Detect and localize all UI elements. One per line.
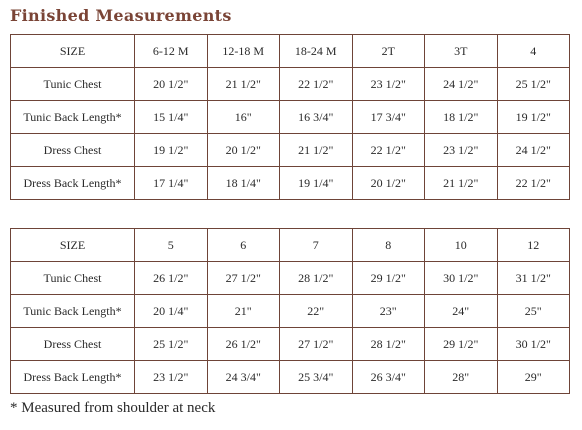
table-cell: 21 1/2" (425, 167, 498, 200)
table-row (11, 262, 570, 295)
row-label: Tunic Back Length* (11, 295, 135, 328)
table-cell: 18 1/4" (207, 167, 280, 200)
table-cell: 29 1/2" (352, 262, 425, 295)
table-cell: 21 1/2" (207, 68, 280, 101)
table-cell: 25 3/4" (280, 361, 353, 394)
table-cell: 25" (497, 295, 570, 328)
table-cell: 20 1/2" (207, 134, 280, 167)
table-cell: 25 1/2" (135, 328, 208, 361)
table-cell: 27 1/2" (207, 262, 280, 295)
row-label: Dress Chest (11, 134, 135, 167)
table-cell: 22 1/2" (497, 167, 570, 200)
header-cell: SIZE (11, 229, 135, 262)
table-cell: 23 1/2" (135, 361, 208, 394)
table-cell: 21 1/2" (280, 134, 353, 167)
table-cell: 25 1/2" (497, 68, 570, 101)
table-cell: 24" (425, 295, 498, 328)
table-cell: 16" (207, 101, 280, 134)
table-cell: 20 1/2" (352, 167, 425, 200)
footnote: * Measured from shoulder at neck (10, 400, 216, 416)
row-label: Tunic Back Length* (11, 101, 135, 134)
header-cell: 18-24 M (280, 35, 353, 68)
row-label: Tunic Chest (11, 262, 135, 295)
table-header-row (11, 229, 570, 262)
table-cell: 20 1/4" (135, 295, 208, 328)
table-cell: 29 1/2" (425, 328, 498, 361)
table-cell: 28" (425, 361, 498, 394)
table-cell: 15 1/4" (135, 101, 208, 134)
table-cell: 22" (280, 295, 353, 328)
table-cell: 21" (207, 295, 280, 328)
table-cell: 24 1/2" (425, 68, 498, 101)
table-cell: 31 1/2" (497, 262, 570, 295)
table-cell: 30 1/2" (425, 262, 498, 295)
row-label: Dress Chest (11, 328, 135, 361)
header-cell: 12 (497, 229, 570, 262)
header-cell: 12-18 M (207, 35, 280, 68)
header-cell: 6-12 M (135, 35, 208, 68)
table-row (11, 295, 570, 328)
table-cell: 28 1/2" (352, 328, 425, 361)
table-cell: 18 1/2" (425, 101, 498, 134)
table-row (11, 328, 570, 361)
table-cell: 30 1/2" (497, 328, 570, 361)
header-cell: 8 (352, 229, 425, 262)
header-cell: 3T (425, 35, 498, 68)
table-row (11, 167, 570, 200)
table-cell: 23" (352, 295, 425, 328)
table-row (11, 361, 570, 394)
table-header-row (11, 35, 570, 68)
header-cell: 2T (352, 35, 425, 68)
table-cell: 17 3/4" (352, 101, 425, 134)
table-cell: 28 1/2" (280, 262, 353, 295)
header-cell: 5 (135, 229, 208, 262)
table-cell: 26 3/4" (352, 361, 425, 394)
table-cell: 27 1/2" (280, 328, 353, 361)
table-cell: 29" (497, 361, 570, 394)
table-cell: 26 1/2" (207, 328, 280, 361)
table-cell: 16 3/4" (280, 101, 353, 134)
row-label: Tunic Chest (11, 68, 135, 101)
header-cell: 6 (207, 229, 280, 262)
table-cell: 23 1/2" (425, 134, 498, 167)
table-row (11, 134, 570, 167)
header-cell: SIZE (11, 35, 135, 68)
table-cell: 24 3/4" (207, 361, 280, 394)
table-cell: 24 1/2" (497, 134, 570, 167)
table-row (11, 68, 570, 101)
table-row (11, 101, 570, 134)
header-cell: 10 (425, 229, 498, 262)
table-cell: 19 1/4" (280, 167, 353, 200)
row-label: Dress Back Length* (11, 167, 135, 200)
header-cell: 4 (497, 35, 570, 68)
table-cell: 22 1/2" (280, 68, 353, 101)
row-label: Dress Back Length* (11, 361, 135, 394)
measurements-table-1 (10, 34, 570, 200)
header-cell: 7 (280, 229, 353, 262)
table-cell: 19 1/2" (135, 134, 208, 167)
page-title: Finished Measurements (10, 6, 232, 25)
table-cell: 22 1/2" (352, 134, 425, 167)
table-cell: 19 1/2" (497, 101, 570, 134)
measurements-table-2 (10, 228, 570, 394)
table-cell: 23 1/2" (352, 68, 425, 101)
table-cell: 17 1/4" (135, 167, 208, 200)
table-cell: 20 1/2" (135, 68, 208, 101)
table-cell: 26 1/2" (135, 262, 208, 295)
